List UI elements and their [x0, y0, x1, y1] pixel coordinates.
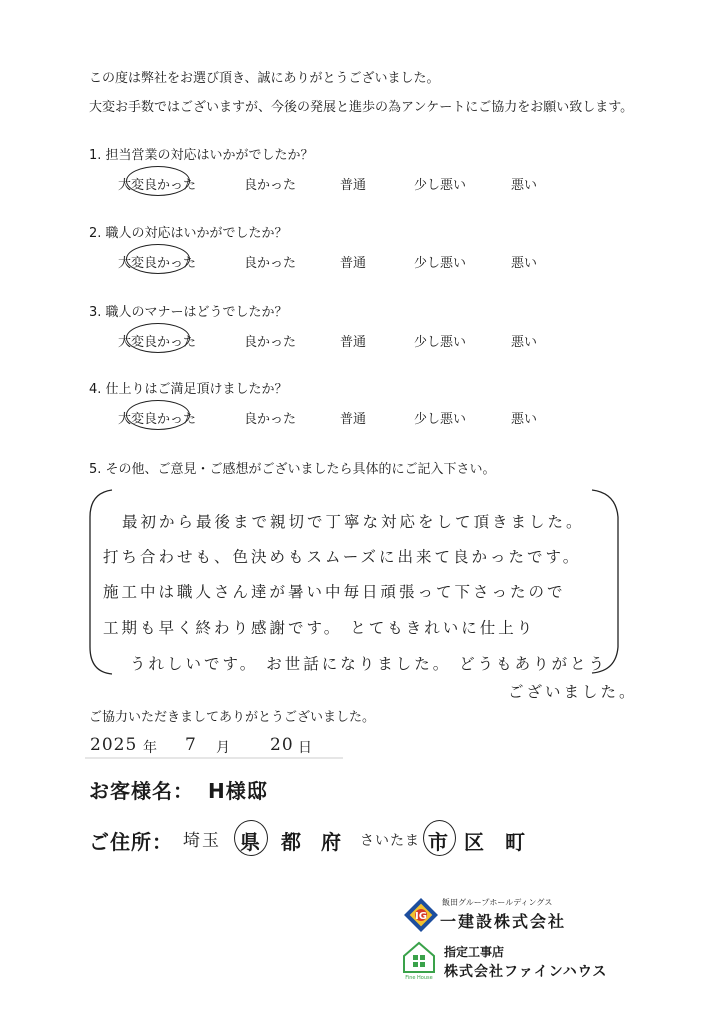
- comment-line-5: うれしいです。 お世話になりました。 どうもありがとう: [130, 655, 608, 673]
- comment-line-3: 施工中は職人さん達が暑い中毎日頑張って下さったので: [103, 583, 566, 601]
- question-2-selection-circle: [126, 244, 190, 274]
- comment-line-4: 工期も早く終わり感謝です。 とてもきれいに仕上り: [103, 619, 536, 637]
- question-4-option-2[interactable]: 良かった: [244, 412, 297, 427]
- date-year-label: 年: [143, 740, 157, 756]
- question-2-option-4[interactable]: 少し悪い: [414, 256, 467, 271]
- address-fu: 府: [321, 830, 342, 854]
- company-name-1: 一建設株式会社: [440, 912, 567, 931]
- question-4-option-3[interactable]: 普通: [340, 412, 367, 427]
- customer-label: お客様名：: [89, 779, 194, 803]
- address-ken: 県: [240, 830, 261, 854]
- question-5-label: 5. その他、ご意見・ご感想がございましたら具体的にご記入下さい。: [89, 462, 496, 477]
- question-1-option-2[interactable]: 良かった: [244, 178, 297, 193]
- date-year: 2025: [90, 735, 138, 755]
- question-2-option-2[interactable]: 良かった: [244, 256, 297, 271]
- question-1-selection-circle: [126, 166, 190, 196]
- question-4-label: 4. 仕上りはご満足頂けましたか？: [89, 382, 288, 397]
- question-3-option-2[interactable]: 良かった: [244, 335, 297, 350]
- comment-line-1: 最初から最後まで親切で丁寧な対応をして頂きました。: [122, 513, 585, 531]
- date-month-label: 月: [216, 740, 230, 756]
- ig-logo: [404, 898, 438, 932]
- company-name-2: 株式会社ファインハウス: [444, 964, 608, 980]
- question-2-option-5[interactable]: 悪い: [511, 256, 538, 271]
- company-designated: 指定工事店: [444, 945, 505, 959]
- date-month: 7: [185, 735, 199, 755]
- question-2-option-3[interactable]: 普通: [340, 256, 367, 271]
- question-1-option-3[interactable]: 普通: [340, 178, 367, 193]
- date-day-label: 日: [298, 740, 312, 756]
- question-2-label: 2. 職人の対応はいかがでしたか？: [89, 226, 288, 241]
- question-1-option-5[interactable]: 悪い: [511, 178, 538, 193]
- intro-line-2: 大変お手数ではございますが、今後の発展と進歩の為アンケートにご協力をお願い致します。: [89, 100, 634, 115]
- question-1-option-1[interactable]: 大変良かった: [118, 178, 197, 193]
- svg-text:IG: IG: [415, 911, 427, 922]
- address-to: 都: [281, 830, 302, 854]
- customer-name: H様邸: [208, 779, 268, 803]
- address-shi: 市: [428, 830, 449, 854]
- question-3-option-1[interactable]: 大変良かった: [118, 335, 197, 350]
- comment-line-6: ございました。: [508, 683, 638, 701]
- question-3-option-5[interactable]: 悪い: [511, 335, 538, 350]
- question-3-selection-circle: [126, 323, 190, 353]
- question-4-option-4[interactable]: 少し悪い: [414, 412, 467, 427]
- question-4-option-5[interactable]: 悪い: [511, 412, 538, 427]
- comment-line-2: 打ち合わせも、色決めもスムーズに出来て良かったです。: [103, 548, 582, 566]
- svg-text:Fine House: Fine House: [405, 975, 433, 980]
- question-3-option-3[interactable]: 普通: [340, 335, 367, 350]
- address-prefecture: 埼玉: [183, 831, 221, 851]
- address-machi: 町: [505, 830, 526, 854]
- question-3-option-4[interactable]: 少し悪い: [414, 335, 467, 350]
- intro-line-1: この度は弊社をお選び頂き、誠にありがとうございました。: [89, 71, 440, 86]
- address-ken-circle: [234, 820, 268, 856]
- question-1-option-4[interactable]: 少し悪い: [414, 178, 467, 193]
- date-underline: [85, 756, 345, 760]
- company-group: 飯田グループホールディングス: [442, 898, 553, 907]
- date-day: 20: [270, 735, 294, 755]
- question-4-selection-circle: [126, 400, 190, 430]
- question-2-option-1[interactable]: 大変良かった: [118, 256, 197, 271]
- address-city: さいたま: [360, 833, 420, 849]
- question-4-option-1[interactable]: 大変良かった: [118, 412, 197, 427]
- address-label: ご住所：: [89, 830, 173, 854]
- question-1-label: 1. 担当営業の対応はいかがでしたか？: [89, 148, 314, 163]
- finehouse-logo: [400, 938, 438, 980]
- address-shi-circle: [423, 820, 456, 856]
- thanks-text: ご協力いただきましてありがとうございました。: [89, 710, 376, 725]
- address-ku: 区: [464, 830, 485, 854]
- question-3-label: 3. 職人のマナーはどうでしたか？: [89, 305, 288, 320]
